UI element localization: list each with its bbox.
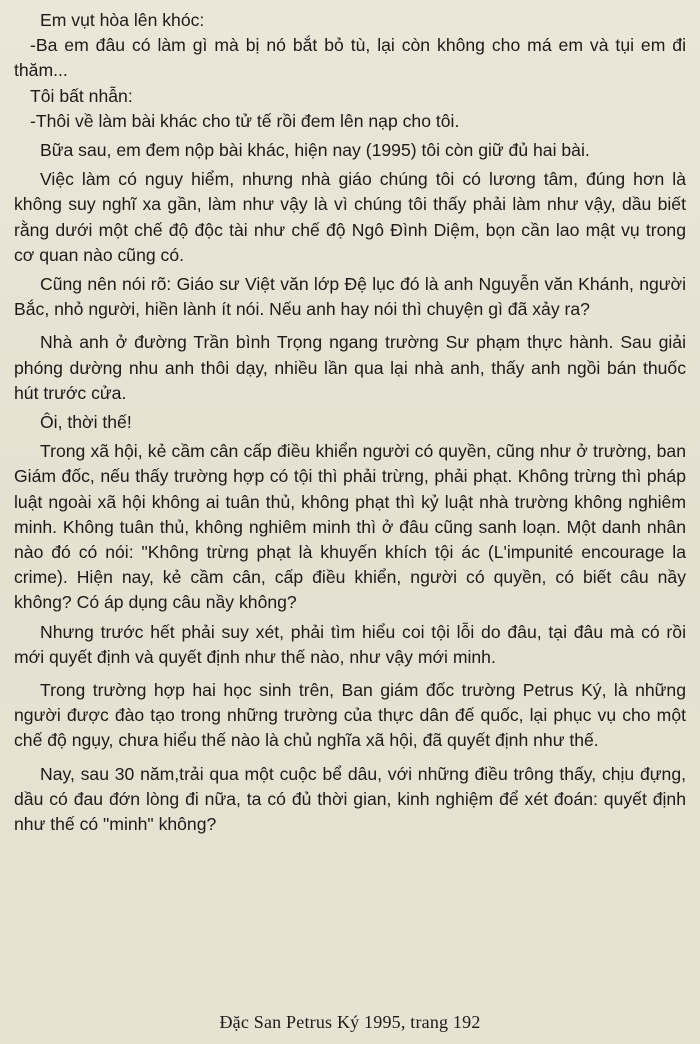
paragraph-6: Việc làm có nguy hiểm, nhưng nhà giáo chúng tôi có lương tâm, đúng hơn là không suy nghĩ xa gần, làm như vậy là vì chúng tôi thấy phải làm như vậy, dầu biết rằng dưới một chế độ độc tài như chế độ Ngô Đình Diệm, bọn cần lao mật vụ trong cơ quan nào cũng có. xyxy=(14,169,686,265)
paragraph-2: -Ba em đâu có làm gì mà bị nó bắt bỏ tù, lại còn không cho má em và tụi em đi thăm... xyxy=(14,35,686,81)
paragraph-1: Em vụt hòa lên khóc: xyxy=(40,10,205,30)
article-body xyxy=(14,8,686,837)
paragraph-13: Nay, sau 30 năm,trải qua một cuộc bể dâu, với những điều trông thấy, chịu đựng, dầu có đau đớn lòng đi nữa, ta có đủ thời gian, kinh nghiệm để xét đoán: quyết định như thế có "minh" không? xyxy=(14,763,686,835)
paragraph-3: Tôi bất nhẫn: xyxy=(30,85,133,106)
paragraph-12: Trong trường hợp hai học sinh trên, Ban giám đốc trường Petrus Ký, là những người được đào tạo trong những trường của thực dân đế quốc, lại phục vụ cho một chế độ ngụy, chưa hiểu thế nào là chủ nghĩa xã hội, đã quyết định như thế. xyxy=(14,680,686,751)
page-footer: Đặc San Petrus Ký 1995, trang 192 xyxy=(219,1012,481,1032)
paragraph-9: Ôi, thời thế! xyxy=(40,412,132,433)
paragraph-5: Bữa sau, em đem nộp bài khác, hiện nay (1995) tôi còn giữ đủ hai bài. xyxy=(40,140,590,161)
paragraph-4: -Thôi về làm bài khác cho tử tế rồi đem lên nạp cho tôi. xyxy=(30,110,460,131)
paragraph-10: Trong xã hội, kẻ cầm cân cấp điều khiển người có quyền, cũng như ở trường, ban Giám đốc, nếu thấy trường hợp có tội thì phải trừng, phải phạt. Không trừng thì pháp luật ngoài xã hội không ai tuân thủ, không phạt thì kỷ luật nhà trường không nghiêm minh. Không tuân thủ, không nghiêm minh thì ở đâu cũng sanh loạn. Một danh nhân nào đó có nói: "Không trừng phạt là khuyến khích tội ác (L'impunité encourage la crime). Hiện nay, kẻ cầm cân, cấp điều khiển, người có quyền, có biết câu nầy không? Có áp dụng câu nầy không? xyxy=(14,441,686,613)
paragraph-7: Cũng nên nói rõ: Giáo sư Việt văn lớp Đệ lục đó là anh Nguyễn văn Khánh, người Bắc, nhỏ người, hiền lành ít nói. Nếu anh hay nói thì chuyện gì đã xảy ra? xyxy=(14,274,686,320)
paragraph-11: Nhưng trước hết phải suy xét, phải tìm hiểu coi tội lỗi do đâu, tại đâu mà có rồi mới quyết định và quyết định như thế nào, như vậy mới minh. xyxy=(14,621,686,667)
paragraph-8: Nhà anh ở đường Trần bình Trọng ngang trường Sư phạm thực hành. Sau giải phóng dường nhu anh thôi dạy, nhiều lần qua lại nhà anh, thấy anh ngồi bán thuốc hút trước cửa. xyxy=(14,332,686,403)
